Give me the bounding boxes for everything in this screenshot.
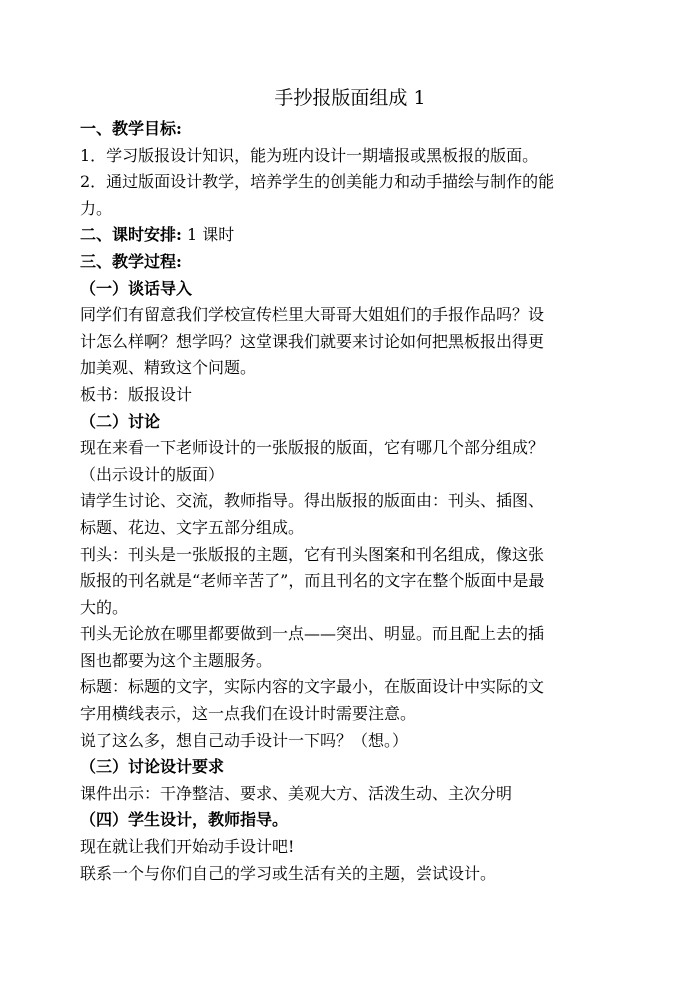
part2-p5-line-2: 字用横线表示，这一点我们在设计时需要注意。 — [80, 704, 417, 724]
part1-paragraph-line-3: 加美观、精致这个问题。 — [80, 358, 257, 378]
objective-1: 1．学习版报设计知识，能为班内设计一期墙报或黑板报的版面。 — [80, 145, 539, 165]
schedule-line — [80, 222, 620, 249]
part2-p3-line-2: 版报的刊名就是“老师辛苦了”，而且刊名的文字在整个版面中是最 — [80, 571, 545, 591]
part4-p1: 现在就让我们开始动手设计吧! — [80, 837, 295, 857]
part2-p2-line-2: 标题、花边、文字五部分组成。 — [80, 517, 305, 537]
process-heading: 三、教学过程: — [80, 251, 182, 271]
schedule-value: 1 课时 — [181, 225, 235, 245]
part3-p1: 课件出示：干净整洁、要求、美观大方、活泼生动、主次分明 — [80, 783, 513, 803]
part4-heading: （四）学生设计，教师指导。 — [80, 810, 289, 830]
part2-p3-line-3: 大的。 — [80, 597, 129, 617]
schedule-label: 二、课时安排: — [80, 225, 182, 245]
objective-2-line-2: 力。 — [80, 198, 113, 218]
part4-p2: 联系一个与你们自己的学习或生活有关的主题，尝试设计。 — [80, 863, 497, 883]
objectives-heading: 一、教学目标: — [80, 119, 182, 138]
part1-paragraph-line-2: 计怎么样啊？想学吗？这堂课我们就要来讨论如何把黑板报出得更 — [80, 331, 545, 351]
part2-p4-line-2: 图也都要为这个主题服务。 — [80, 650, 273, 670]
part1-paragraph-line-1: 同学们有留意我们学校宣传栏里大哥哥大姐姐们的手报作品吗？设 — [80, 305, 545, 325]
part2-p1-line-1: 现在来看一下老师设计的一张版报的版面，它有哪几个部分组成？ — [80, 438, 545, 458]
part1-board-note: 板书：版报设计 — [80, 384, 193, 404]
document-title: 手抄报版面组成 1 — [274, 87, 426, 109]
objective-2-line-1: 2．通过版面设计教学，培养学生的创美能力和动手描绘与制作的能 — [80, 172, 555, 192]
part2-p1-line-2: （出示设计的版面） — [80, 464, 225, 484]
part2-heading: （二）讨论 — [80, 411, 161, 431]
part2-p2-line-1: 请学生讨论、交流，教师指导。得出版报的版面由：刊头、插图、 — [80, 491, 545, 511]
part3-heading: （三）讨论设计要求 — [80, 757, 225, 777]
part2-p4-line-1: 刊头无论放在哪里都要做到一点——突出、明显。而且配上去的插 — [80, 624, 545, 644]
part2-p5-line-1: 标题：标题的文字，实际内容的文字最小，在版面设计中实际的文 — [80, 677, 545, 697]
part1-heading: （一）谈话导入 — [80, 278, 193, 298]
part2-p6: 说了这么多，想自己动手设计一下吗？（想。） — [80, 730, 409, 750]
part2-p3-line-1: 刊头：刊头是一张版报的主题，它有刊头图案和刊名组成，像这张 — [80, 544, 545, 564]
